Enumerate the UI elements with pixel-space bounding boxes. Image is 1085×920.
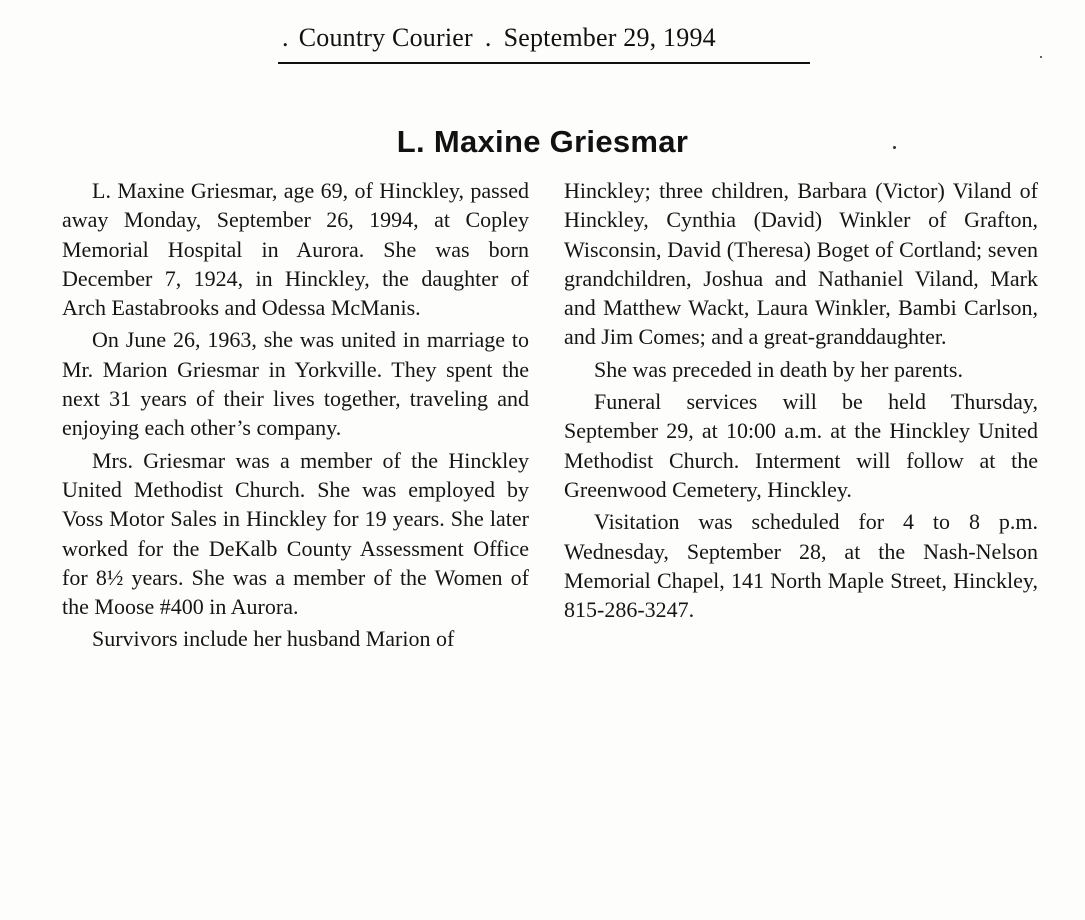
masthead: [278, 18, 810, 64]
masthead-dot: .: [484, 23, 492, 52]
right-column: [564, 176, 1038, 624]
publication-name: Country Courier: [298, 23, 473, 52]
paragraph-visitation: Visitation was scheduled for 4 to 8 p.m. Wednesday, September 28, at the Nash-Nelson Memorial Chapel, 141 North Maple Street, Hinckley, 815-286-3247.: [564, 509, 1038, 623]
paragraph-funeral: Funeral services will be held Thursday, September 29, at 10:00 a.m. at the Hinckley United Methodist Church. Interment will follow at the Greenwood Cemetery, Hinckley.: [564, 389, 1038, 502]
paragraph-survivors-start: Survivors include her husband Marion of: [92, 626, 455, 652]
print-speck: [1040, 56, 1042, 58]
masthead-dot: .: [282, 23, 289, 52]
paragraph-preceded: She was preceded in death by her parents.: [594, 356, 963, 382]
left-column: [62, 176, 529, 654]
paragraph-marriage: On June 26, 1963, she was united in marriage to Mr. Marion Griesmar in Yorkville. They spent the next 31 years of their lives together, traveling and enjoying each other’s company.: [62, 327, 529, 441]
obituary-headline: L. Maxine Griesmar: [396, 124, 689, 159]
print-speck: [893, 146, 896, 149]
paragraph-intro: L. Maxine Griesmar, age 69, of Hinckley, passed away Monday, September 26, 1994, at Copley Memorial Hospital in Aurora. She was born December 7, 1924, in Hinckley, the daughter of Arch Eastabrooks and Odessa McManis.: [62, 178, 529, 321]
paragraph-career: Mrs. Griesmar was a member of the Hinckley United Methodist Church. She was employed by Voss Motor Sales in Hinckley for 19 years. She later worked for the DeKalb County Assessment Office for 8½ years. She was a member of the Women of the Moose #400 in Aurora.: [62, 447, 529, 620]
paragraph-survivors-continued: Hinckley; three children, Barbara (Victor) Viland of Hinckley, Cynthia (David) Winkler of Grafton, Wisconsin, David (Theresa) Boget of Cortland; seven grandchildren, Joshua and Nathaniel Viland, Mark and Matthew Wackt, Laura Winkler, Bambi Carlson, and Jim Comes; and a great-granddaughter.: [564, 178, 1038, 350]
publication-date: September 29, 1994: [503, 23, 716, 52]
